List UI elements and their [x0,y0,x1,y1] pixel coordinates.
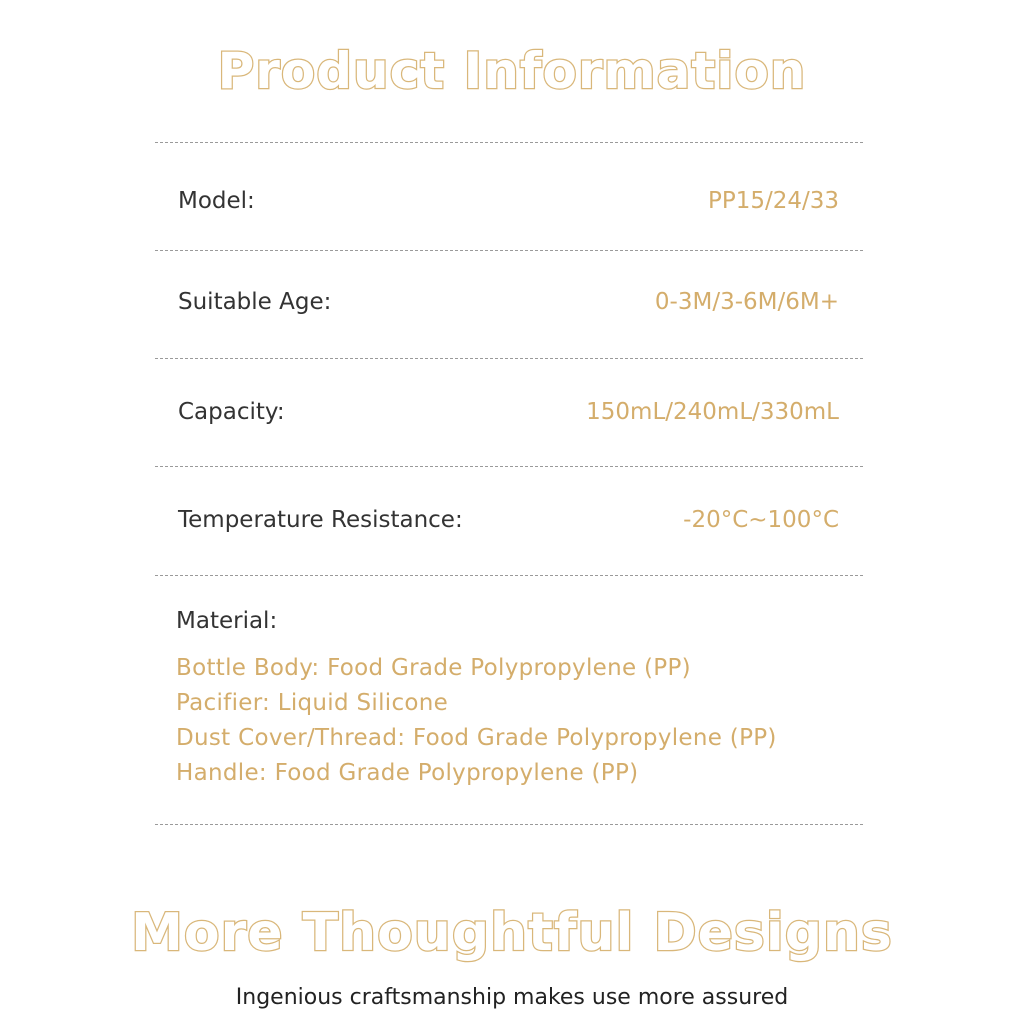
spec-value-capacity: 150mL/240mL/330mL [586,399,839,425]
spec-label-suitable-age: Suitable Age: [178,289,332,315]
divider [155,250,863,251]
material-line-bottle-body: Bottle Body: Food Grade Polypropylene (PP) [176,655,691,681]
spec-value-model: PP15/24/33 [707,188,839,214]
material-line-dust-cover: Dust Cover/Thread: Food Grade Polypropylene (PP) [176,725,777,751]
divider [155,575,863,576]
section-subtitle: Ingenious craftsmanship makes use more assured [235,985,789,1010]
divider [155,142,863,143]
spec-value-suitable-age: 0-3M/3-6M/6M+ [654,289,839,315]
page-title: Product Information [217,42,807,100]
divider [155,358,863,359]
spec-label-model: Model: [178,188,255,214]
section-title: More Thoughtful Designs [131,903,893,963]
spec-label-capacity: Capacity: [178,399,285,425]
material-line-pacifier: Pacifier: Liquid Silicone [176,690,449,716]
divider [155,824,863,825]
spec-value-temperature-resistance: -20°C~100°C [683,507,839,533]
material-label: Material: [176,608,278,634]
spec-label-temperature-resistance: Temperature Resistance: [178,507,463,533]
divider [155,466,863,467]
material-line-handle: Handle: Food Grade Polypropylene (PP) [176,760,639,786]
